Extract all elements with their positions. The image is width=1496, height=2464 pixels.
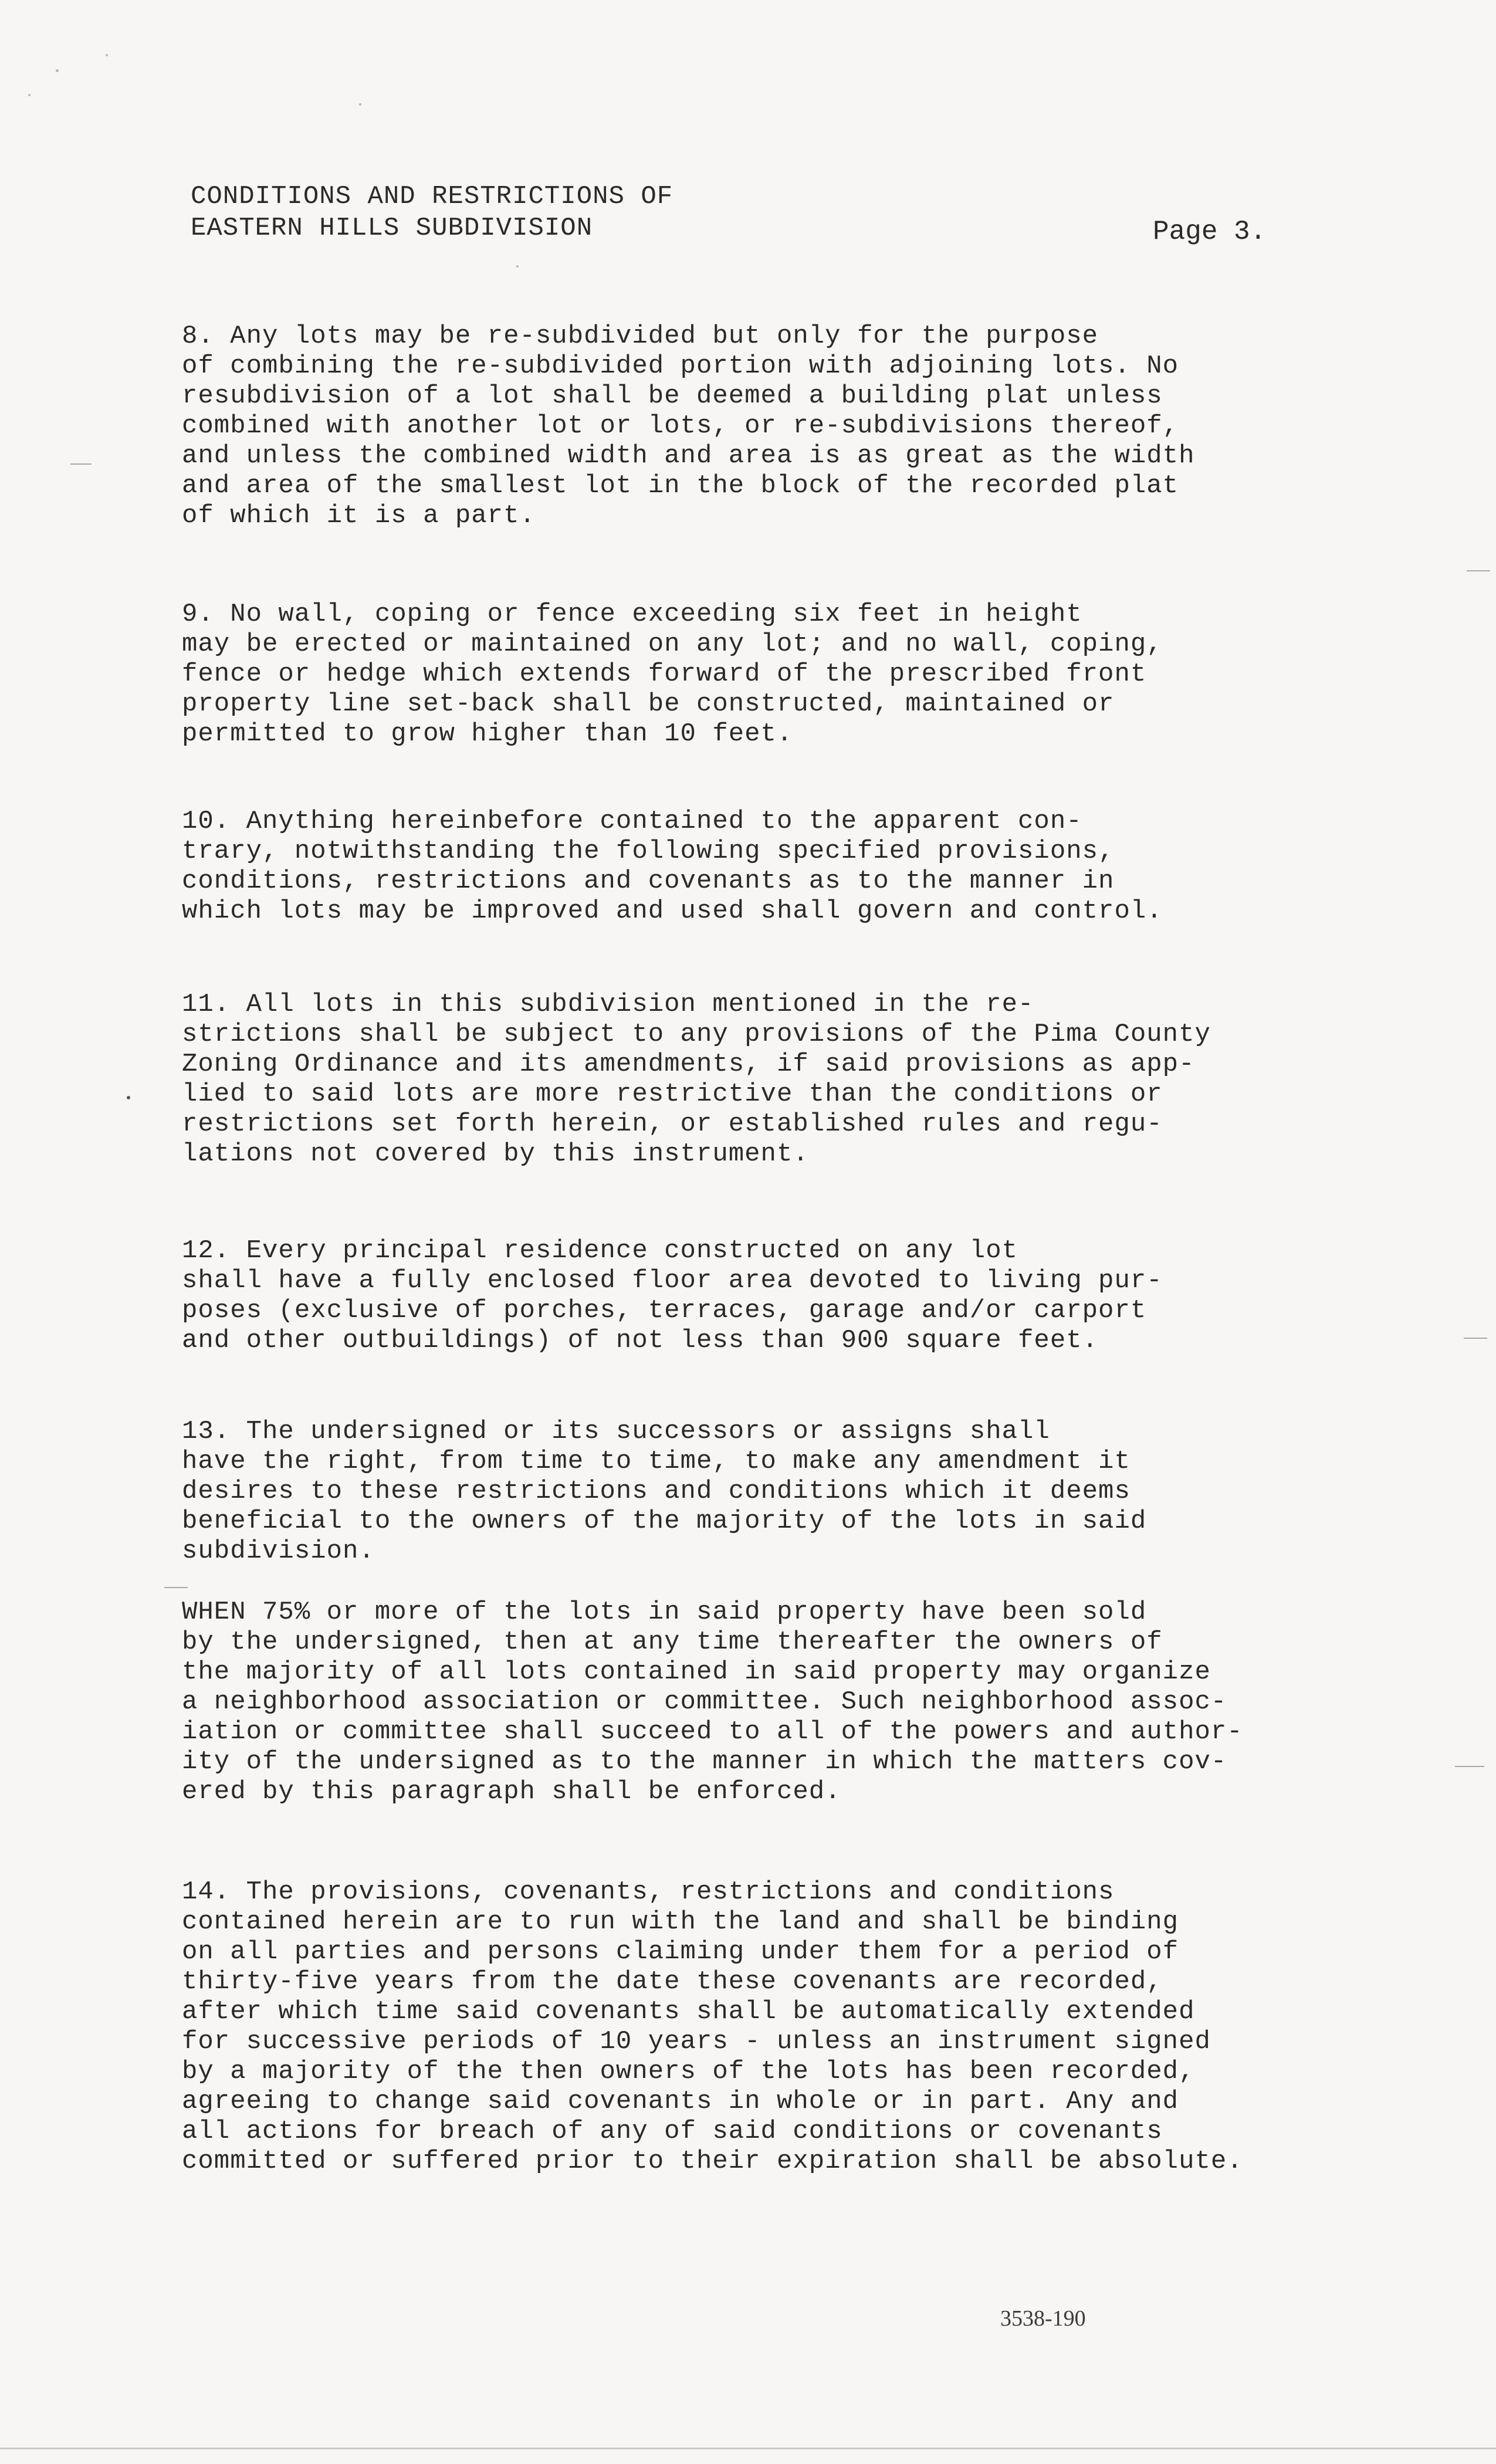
paragraph-9 [182,600,1352,749]
text-line: 9. No wall, coping or fence exceeding six feet in height [182,600,1082,629]
text-line: for successive periods of 10 years - unless an instrument signed [182,2027,1211,2056]
scan-speck [359,103,361,106]
text-line: the majority of all lots contained in said property may organize [182,1657,1211,1687]
text-line: on all parties and persons claiming under them for a period of [182,1937,1179,1967]
text-line: WHEN 75% or more of the lots in said property have been sold [182,1597,1147,1627]
text-line: after which time said covenants shall be automatically extended [182,1997,1195,2026]
text-line: agreeing to change said covenants in whole or in part. Any and [182,2087,1179,2116]
text-line: conditions, restrictions and covenants as to the manner in [182,867,1115,896]
text-line: shall have a fully enclosed floor area devoted to living pur- [182,1266,1163,1295]
paragraph-11 [182,990,1352,1169]
scan-speck [28,94,31,96]
text-line: committed or suffered prior to their expiration shall be absolute. [182,2147,1243,2176]
text-line: of which it is a part. [182,501,536,530]
text-line: 8. Any lots may be re-subdivided but only for the purpose [182,321,1099,351]
text-line: fence or hedge which extends forward of the prescribed front [182,659,1147,689]
text-line: by a majority of the then owners of the lots has been recorded, [182,2057,1195,2086]
scan-mark [1467,570,1490,571]
text-line: 10. Anything hereinbefore contained to the apparent con- [182,807,1082,836]
text-line: and unless the combined width and area is as great as the width [182,441,1195,471]
text-line: trary, notwithstanding the following specified provisions, [182,837,1115,866]
text-line: may be erected or maintained on any lot; and no wall, coping, [182,629,1163,659]
text-line: iation or committee shall succeed to all of the powers and author- [182,1717,1243,1747]
text-line: resubdivision of a lot shall be deemed a building plat unless [182,381,1163,411]
text-line: beneficial to the owners of the majority of the lots in said [182,1507,1147,1536]
paragraph-10 [182,807,1352,926]
header-title-line-2: EASTERN HILLS SUBDIVISION [191,214,593,243]
paragraph-12 [182,1236,1352,1356]
text-line: which lots may be improved and used shall govern and control. [182,896,1163,926]
text-line: 14. The provisions, covenants, restrictions and conditions [182,1877,1115,1907]
text-line: poses (exclusive of porches, terraces, garage and/or carport [182,1296,1147,1325]
scan-mark [164,1587,188,1588]
paragraph-13-amendment [182,1597,1352,1807]
document-number: 3538-190 [1000,2306,1086,2331]
text-line: 13. The undersigned or its successors or assigns shall [182,1417,1050,1446]
scan-mark [1464,1338,1487,1339]
text-line: restrictions set forth herein, or established rules and regu- [182,1109,1163,1139]
text-line: lied to said lots are more restrictive than the conditions or [182,1079,1163,1109]
text-line: have the right, from time to time, to make any amendment it [182,1447,1131,1476]
paragraph-8 [182,321,1352,531]
paragraph-13 [182,1417,1352,1566]
scan-speck [516,265,519,268]
page-number: Page 3. [1153,216,1267,247]
text-line: contained herein are to run with the land and shall be binding [182,1907,1179,1937]
scan-speck [127,1096,130,1099]
scan-mark [70,463,92,465]
text-line: of combining the re-subdivided portion with adjoining lots. No [182,351,1179,381]
text-line: permitted to grow higher than 10 feet. [182,719,793,749]
text-line: by the undersigned, then at any time thereafter the owners of [182,1627,1163,1657]
text-line: desires to these restrictions and conditions which it deems [182,1477,1131,1506]
text-line: lations not covered by this instrument. [182,1139,809,1169]
text-line: a neighborhood association or committee. Such neighborhood assoc- [182,1687,1227,1717]
scan-bottom-edge [0,2448,1496,2449]
text-line: Zoning Ordinance and its amendments, if said provisions as app- [182,1050,1195,1079]
text-line: thirty-five years from the date these covenants are recorded, [182,1967,1163,1996]
text-line: and other outbuildings) of not less than 900 square feet. [182,1326,1099,1355]
text-line: strictions shall be subject to any provisions of the Pima County [182,1020,1211,1049]
scan-speck [106,54,108,56]
paragraph-14 [182,1877,1352,2177]
text-line: 11. All lots in this subdivision mentioned in the re- [182,990,1034,1019]
text-line: ered by this paragraph shall be enforced. [182,1777,841,1806]
text-line: and area of the smallest lot in the block of the recorded plat [182,471,1179,500]
text-line: all actions for breach of any of said conditions or covenants [182,2117,1163,2146]
text-line: combined with another lot or lots, or re-subdivisions thereof, [182,411,1179,441]
text-line: subdivision. [182,1536,375,1566]
text-line: 12. Every principal residence constructed on any lot [182,1236,1018,1265]
scan-mark [1455,1766,1484,1767]
scan-speck [56,69,59,72]
text-line: ity of the undersigned as to the manner in which the matters cov- [182,1747,1227,1776]
text-line: property line set-back shall be constructed, maintained or [182,689,1115,719]
document-header [191,181,673,244]
header-title-line-1: CONDITIONS AND RESTRICTIONS OF [191,182,673,211]
